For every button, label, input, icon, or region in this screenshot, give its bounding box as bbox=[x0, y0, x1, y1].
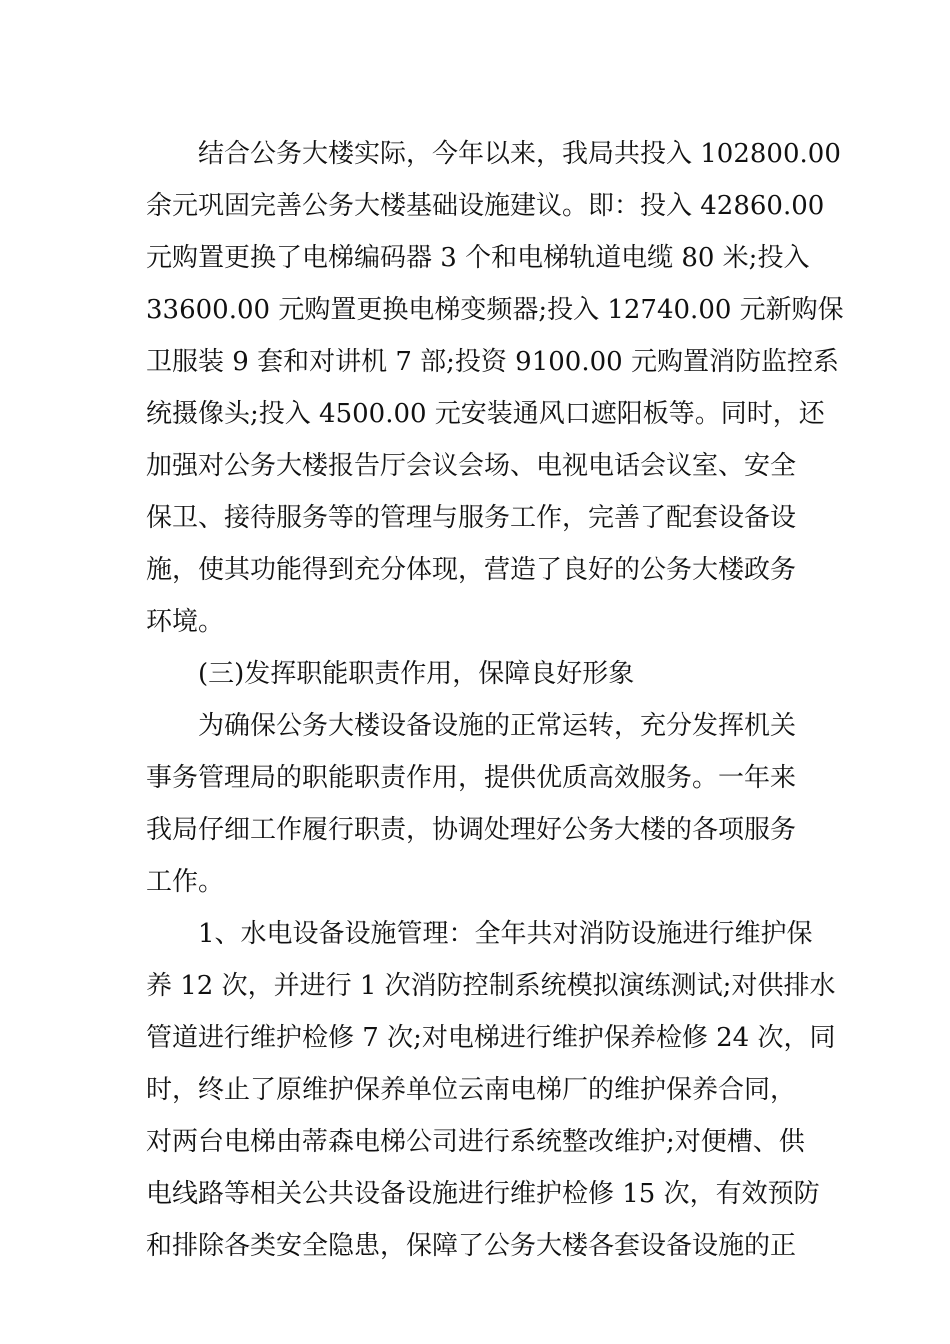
text-line: 电线路等相关公共设备设施进行维护检修 15 次，有效预防 bbox=[146, 1179, 820, 1209]
paragraph-facility-investment bbox=[146, 128, 844, 648]
text-line: 为确保公务大楼设备设施的正常运转，充分发挥机关 bbox=[198, 711, 797, 741]
text-line: 时，终止了原维护保养单位云南电梯厂的维护保养合同， bbox=[146, 1075, 797, 1105]
text-line: 33600.00 元购置更换电梯变频器;投入 12740.00 元新购保 bbox=[146, 295, 844, 325]
text-line: 我局仔细工作履行职责，协调处理好公务大楼的各项服务 bbox=[146, 815, 797, 845]
text-line: 卫服装 9 套和对讲机 7 部;投资 9100.00 元购置消防监控系 bbox=[146, 347, 839, 377]
text-line: 工作。 bbox=[146, 867, 225, 897]
text-line: 余元巩固完善公务大楼基础设施建议。即：投入 42860.00 bbox=[146, 191, 825, 221]
text-line: 养 12 次，并进行 1 次消防控制系统模拟演练测试;对供排水 bbox=[146, 971, 836, 1001]
text-line: 管道进行维护检修 7 次;对电梯进行维护保养检修 24 次，同 bbox=[146, 1023, 836, 1053]
section-heading-3 bbox=[146, 648, 808, 700]
text-line: 施，使其功能得到充分体现，营造了良好的公务大楼政务 bbox=[146, 555, 797, 585]
heading-text: (三)发挥职能职责作用，保障良好形象 bbox=[198, 659, 635, 689]
text-line: 和排除各类安全隐患，保障了公务大楼各套设备设施的正 bbox=[146, 1231, 797, 1261]
paragraph-utilities-management bbox=[146, 908, 836, 1272]
text-line: 加强对公务大楼报告厅会议会场、电视电话会议室、安全 bbox=[146, 451, 797, 481]
text-line: 1、水电设备设施管理：全年共对消防设施进行维护保 bbox=[198, 919, 813, 949]
text-line: 事务管理局的职能职责作用，提供优质高效服务。一年来 bbox=[146, 763, 797, 793]
paragraph-functions bbox=[146, 700, 808, 908]
document-body bbox=[146, 128, 844, 1272]
text-line: 对两台电梯由蒂森电梯公司进行系统整改维护;对便槽、供 bbox=[146, 1127, 805, 1157]
text-line: 保卫、接待服务等的管理与服务工作，完善了配套设备设 bbox=[146, 503, 797, 533]
text-line: 统摄像头;投入 4500.00 元安装通风口遮阳板等。同时，还 bbox=[146, 399, 825, 429]
text-line: 元购置更换了电梯编码器 3 个和电梯轨道电缆 80 米;投入 bbox=[146, 243, 810, 273]
text-line: 结合公务大楼实际，今年以来，我局共投入 102800.00 bbox=[198, 139, 841, 169]
text-line: 环境。 bbox=[146, 607, 225, 637]
